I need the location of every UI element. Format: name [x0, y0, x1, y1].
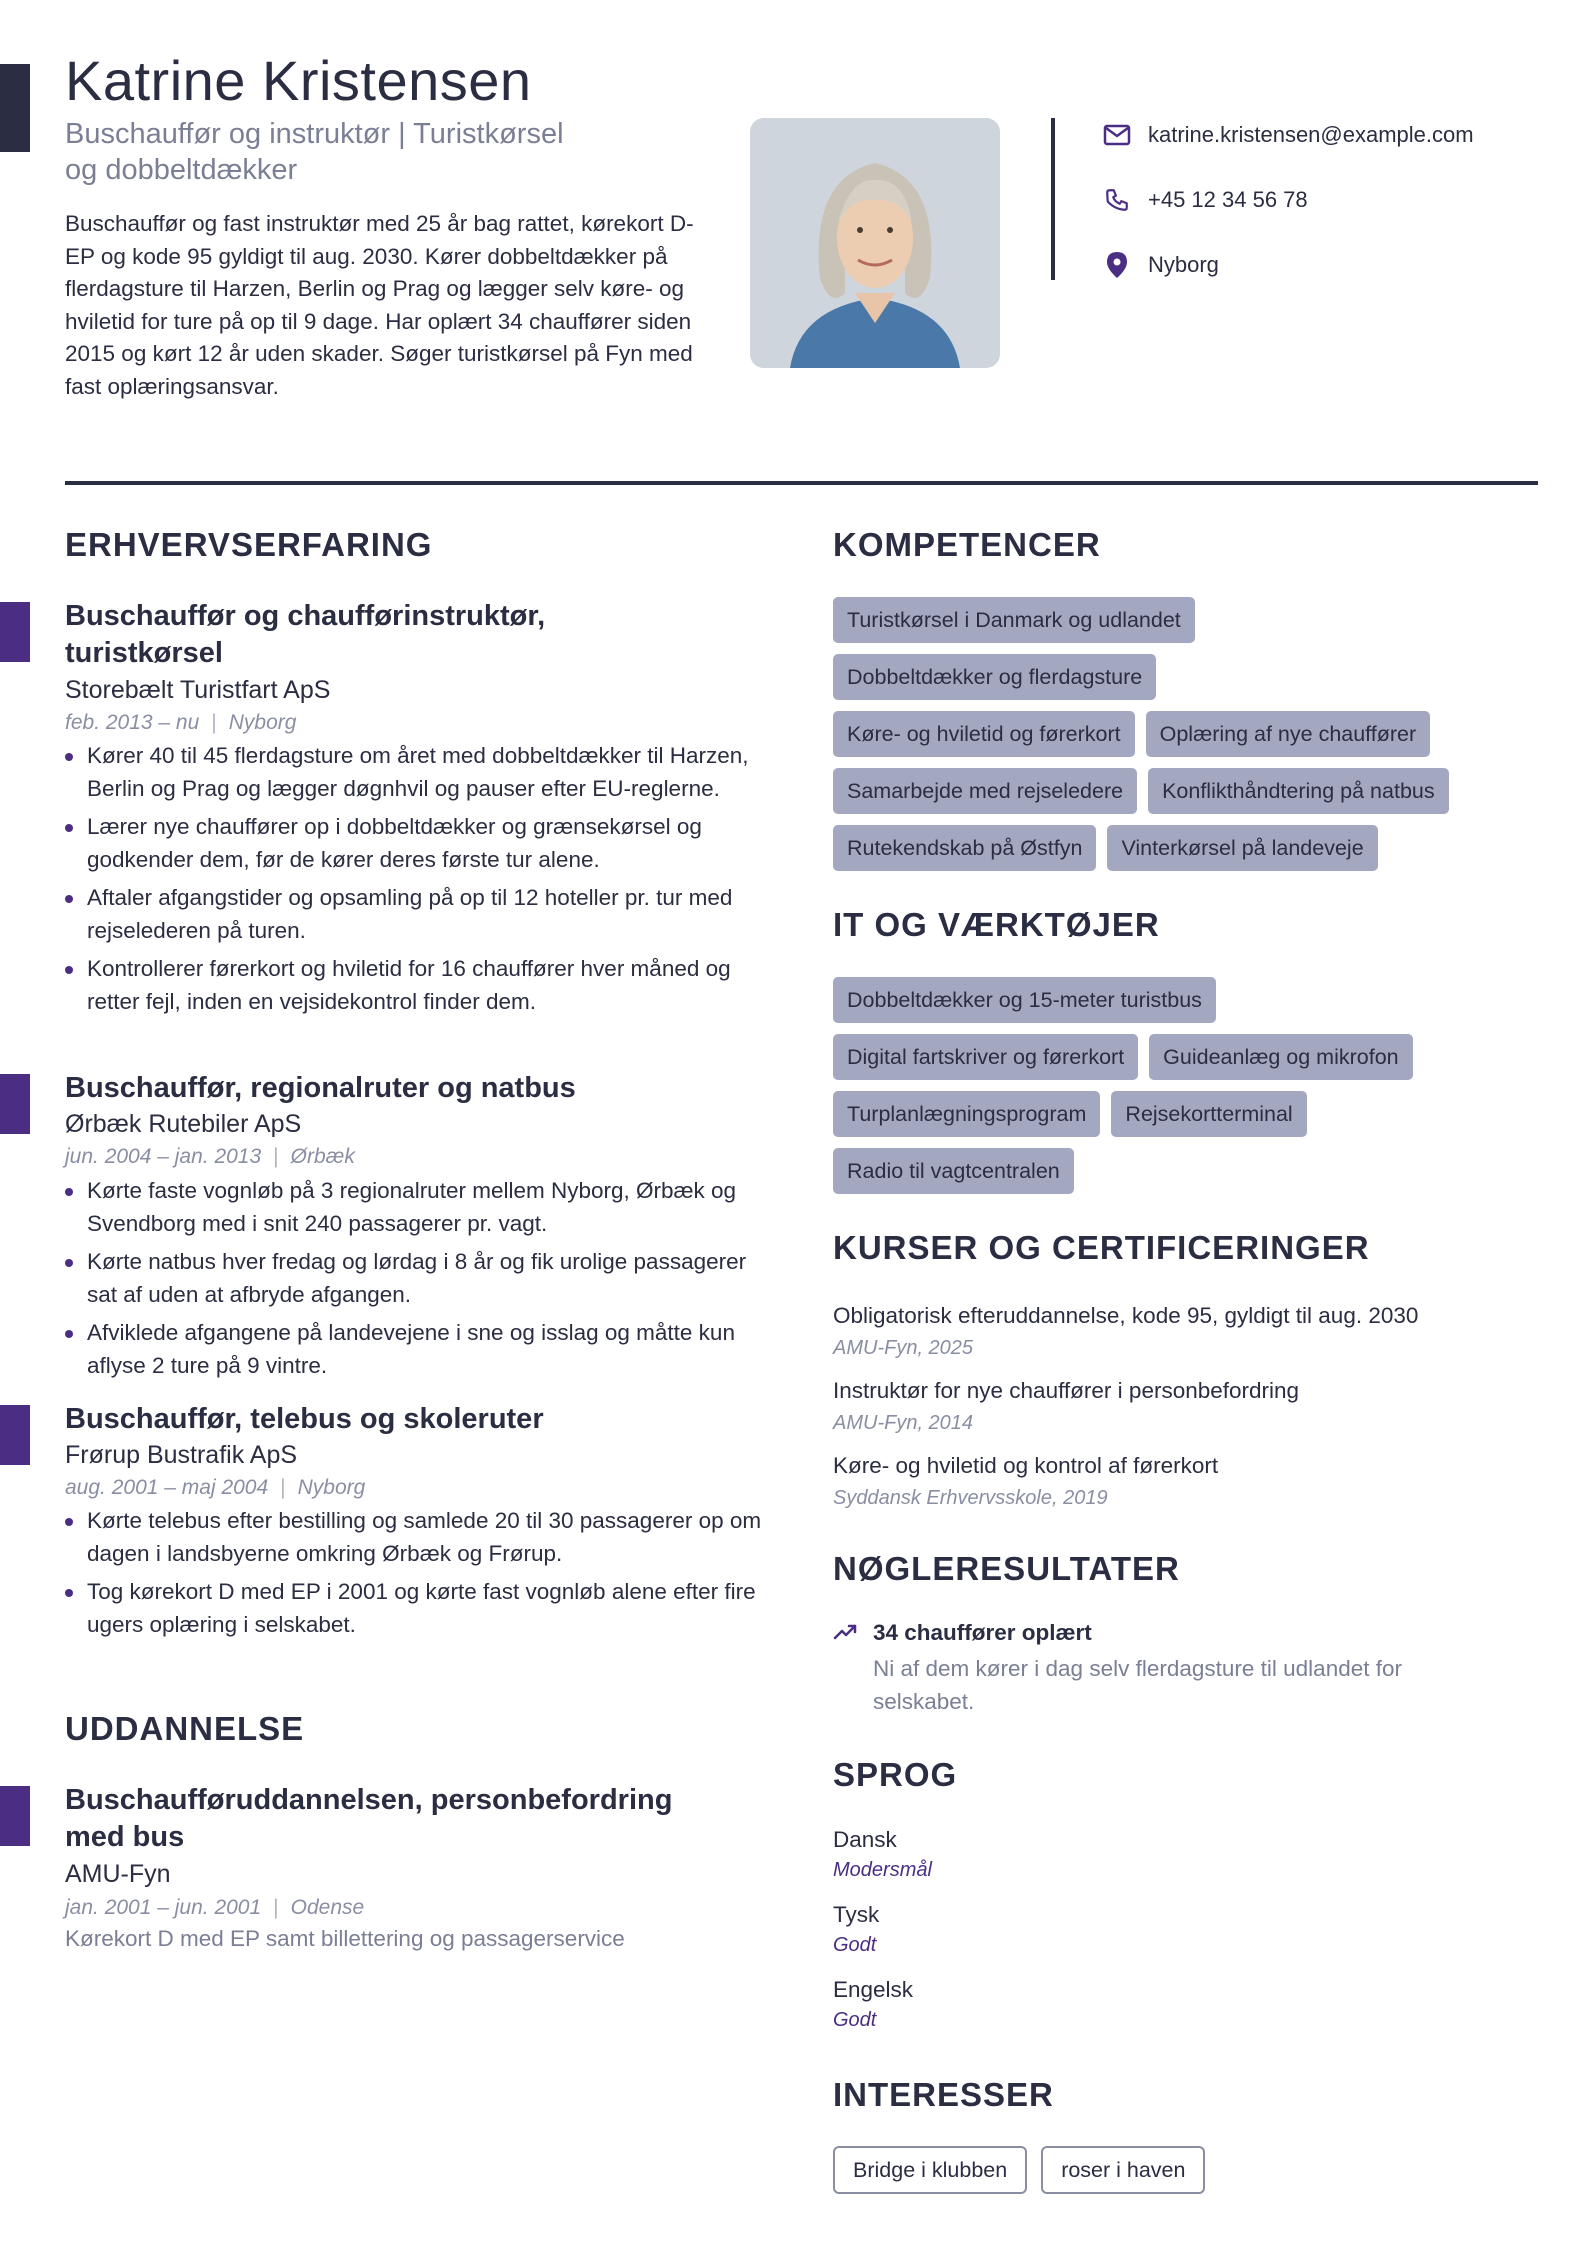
- job-company: Ørbæk Rutebiler ApS: [65, 1110, 302, 1138]
- result-title-text: 34 chauffører oplært: [873, 1620, 1092, 1645]
- courses-heading: KURSER OG CERTIFICERINGER: [833, 1229, 1370, 1266]
- course-item: [833, 1378, 1299, 1435]
- profile-summary: Buschauffør og fast instruktør med 25 år bag rattet, kørekort D-EP og kode 95 gyldigt til aug. 2030. Kører dobbeltdækker på flerdagsture til Harzen, Berlin og Prag og lægger selv køre- og hviletid for ture på op til 9 dage. Har oplært 34 chauffører siden 2015 og kørt 12 år uden skader. Søger turistkørsel på Fyn med fast oplæringsansvar.: [65, 211, 694, 399]
- course-sub: Syddansk Erhvervsskole, 2019: [833, 1487, 1108, 1509]
- job-meta: aug. 2001 – maj 2004 | Nyborg: [65, 1476, 366, 1499]
- interest-tag: Bridge i klubben: [833, 2146, 1027, 2194]
- header-accent-bar: [0, 64, 30, 152]
- trending-up-icon: [833, 1622, 859, 1648]
- education-meta: jan. 2001 – jun. 2001 | Odense: [65, 1896, 365, 1919]
- phone-icon: [1102, 185, 1132, 215]
- job-dates: feb. 2013 – nu: [65, 711, 200, 734]
- job-bullet: Kørte natbus hver fredag og lørdag i 8 år og fik urolige passagerer sat af uden at afbryde afgangen.: [65, 1245, 765, 1311]
- it-tag: Guideanlæg og mikrofon: [1149, 1034, 1412, 1080]
- skill-tag: Dobbeltdækker og flerdagsture: [833, 654, 1156, 700]
- language-level: Godt: [833, 1934, 877, 1956]
- result-item: [833, 1620, 1493, 1718]
- course-sub: AMU-Fyn, 2014: [833, 1412, 974, 1434]
- job-title: Buschauffør, telebus og skoleruter: [65, 1403, 544, 1435]
- language-name: Dansk: [833, 1827, 897, 1852]
- job-bullet: Kørte faste vognløb på 3 regionalruter mellem Nyborg, Ørbæk og Svendborg med i snit 240 passagerer pr. vagt.: [65, 1174, 765, 1240]
- result-description: Ni af dem kører i dag selv flerdagsture til udlandet for selskabet.: [873, 1656, 1402, 1714]
- result-title: [833, 1620, 1493, 1646]
- education-description: Kørekort D med EP samt billettering og passagerservice: [65, 1926, 625, 1951]
- education-title-line: Buschaufføruddannelsen, personbefordring: [65, 1784, 673, 1816]
- it-tag: Digital fartskriver og førerkort: [833, 1034, 1138, 1080]
- candidate-name: Katrine Kristensen: [65, 49, 532, 112]
- job-accent-bar: [0, 602, 30, 662]
- job-dates: jun. 2004 – jan. 2013: [65, 1145, 262, 1168]
- skill-tag: Vinterkørsel på landeveje: [1107, 825, 1377, 871]
- language-level: Modersmål: [833, 1859, 932, 1881]
- education-accent-bar: [0, 1786, 30, 1846]
- profile-photo: [750, 118, 1000, 368]
- job-accent-bar: [0, 1074, 30, 1134]
- interests-list: [833, 2146, 1205, 2194]
- course-title: Køre- og hviletid og kontrol af førerkort: [833, 1453, 1219, 1478]
- skill-tag: Turistkørsel i Danmark og udlandet: [833, 597, 1195, 643]
- education-school: AMU-Fyn: [65, 1860, 171, 1888]
- contact-email[interactable]: [1102, 120, 1474, 150]
- skill-tag: Samarbejde med rejseledere: [833, 768, 1137, 814]
- skill-tag: Oplæring af nye chauffører: [1146, 711, 1431, 757]
- contact-divider: [1051, 118, 1055, 280]
- languages-heading: SPROG: [833, 1756, 958, 1793]
- interests-heading: INTERESSER: [833, 2076, 1054, 2113]
- job-bullets: [65, 1504, 765, 1646]
- job-title-line: turistkørsel: [65, 637, 223, 669]
- it-tag: Dobbeltdækker og 15-meter turistbus: [833, 977, 1216, 1023]
- it-tags: [833, 977, 1533, 1194]
- job-location: Nyborg: [228, 711, 297, 734]
- job-accent-bar: [0, 1405, 30, 1465]
- language-item: [833, 1977, 913, 2032]
- language-name: Engelsk: [833, 1977, 914, 2002]
- job-bullets: [65, 739, 765, 1023]
- map-pin-icon: [1102, 250, 1132, 280]
- header-divider: [65, 481, 1538, 485]
- it-heading: IT OG VÆRKTØJER: [833, 906, 1160, 943]
- job-bullet: Afviklede afgangene på landevejene i sne og isslag og måtte kun aflyse 2 ture på 9 vintre.: [65, 1316, 765, 1382]
- education-title-line: med bus: [65, 1821, 185, 1853]
- education-dates: jan. 2001 – jun. 2001: [65, 1896, 262, 1919]
- contact-phone-text: +45 12 34 56 78: [1148, 187, 1308, 212]
- mail-icon: [1102, 120, 1132, 150]
- job-bullet: Kørte telebus efter bestilling og samlede 20 til 30 passagerer op om dagen i landsbyerne omkring Ørbæk og Frørup.: [65, 1504, 765, 1570]
- skill-tag: Konflikthåndtering på natbus: [1148, 768, 1449, 814]
- results-heading: NØGLERESULTATER: [833, 1550, 1180, 1587]
- education-title: [65, 1782, 672, 1856]
- course-title: Obligatorisk efteruddannelse, kode 95, gyldigt til aug. 2030: [833, 1303, 1419, 1328]
- skills-heading: KOMPETENCER: [833, 526, 1101, 563]
- job-title-line: Buschauffør og chaufførinstruktør,: [65, 600, 546, 632]
- course-title: Instruktør for nye chauffører i personbefordring: [833, 1378, 1300, 1403]
- subtitle-line-2: og dobbeltdækker: [65, 154, 298, 186]
- it-tag: Radio til vagtcentralen: [833, 1148, 1074, 1194]
- interest-tag: roser i haven: [1041, 2146, 1205, 2194]
- language-item: [833, 1902, 879, 1957]
- experience-heading: ERHVERVSERFARING: [65, 526, 433, 563]
- job-company: Storebælt Turistfart ApS: [65, 676, 331, 704]
- it-tag: Turplanlægningsprogram: [833, 1091, 1100, 1137]
- candidate-subtitle: [65, 116, 665, 188]
- contact-location: [1102, 250, 1219, 280]
- language-name: Tysk: [833, 1902, 880, 1927]
- job-location: Nyborg: [297, 1476, 366, 1499]
- contact-email-text: katrine.kristensen@example.com: [1148, 122, 1474, 147]
- course-sub: AMU-Fyn, 2025: [833, 1337, 974, 1359]
- education-location: Odense: [290, 1896, 365, 1919]
- skill-tag: Køre- og hviletid og førerkort: [833, 711, 1135, 757]
- job-bullet: Aftaler afgangstider og opsamling på op til 12 hoteller pr. tur med rejselederen på turen.: [65, 881, 765, 947]
- language-item: [833, 1827, 932, 1882]
- job-location: Ørbæk: [290, 1145, 355, 1168]
- education-heading: UDDANNELSE: [65, 1710, 305, 1747]
- contact-location-text: Nyborg: [1148, 252, 1219, 277]
- job-bullet: Tog kørekort D med EP i 2001 og kørte fast vognløb alene efter fire ugers oplæring i selskabet.: [65, 1575, 765, 1641]
- job-title: Buschauffør, regionalruter og natbus: [65, 1072, 576, 1104]
- language-level: Godt: [833, 2009, 877, 2031]
- job-company: Frørup Bustrafik ApS: [65, 1441, 298, 1469]
- it-tag: Rejsekortterminal: [1111, 1091, 1306, 1137]
- job-title: [65, 598, 545, 672]
- course-item: [833, 1453, 1218, 1510]
- job-meta: feb. 2013 – nu | Nyborg: [65, 711, 297, 734]
- job-bullet: Lærer nye chauffører op i dobbeltdækker og grænsekørsel og godkender dem, før de kører deres første tur alene.: [65, 810, 765, 876]
- skills-tags: [833, 597, 1533, 871]
- job-dates: aug. 2001 – maj 2004: [65, 1476, 269, 1499]
- job-meta: jun. 2004 – jan. 2013 | Ørbæk: [65, 1145, 355, 1168]
- subtitle-line-1: Buschauffør og instruktør | Turistkørsel: [65, 118, 564, 150]
- skill-tag: Rutekendskab på Østfyn: [833, 825, 1096, 871]
- contact-phone[interactable]: [1102, 185, 1308, 215]
- job-bullet: Kører 40 til 45 flerdagsture om året med dobbeltdækker til Harzen, Berlin og Prag og lægger døgnhvil og pauser efter EU-reglerne.: [65, 739, 765, 805]
- course-item: [833, 1303, 1418, 1360]
- job-bullets: [65, 1174, 765, 1387]
- job-bullet: Kontrollerer førerkort og hviletid for 16 chauffører hver måned og retter fejl, inden en vejsidekontrol finder dem.: [65, 952, 765, 1018]
